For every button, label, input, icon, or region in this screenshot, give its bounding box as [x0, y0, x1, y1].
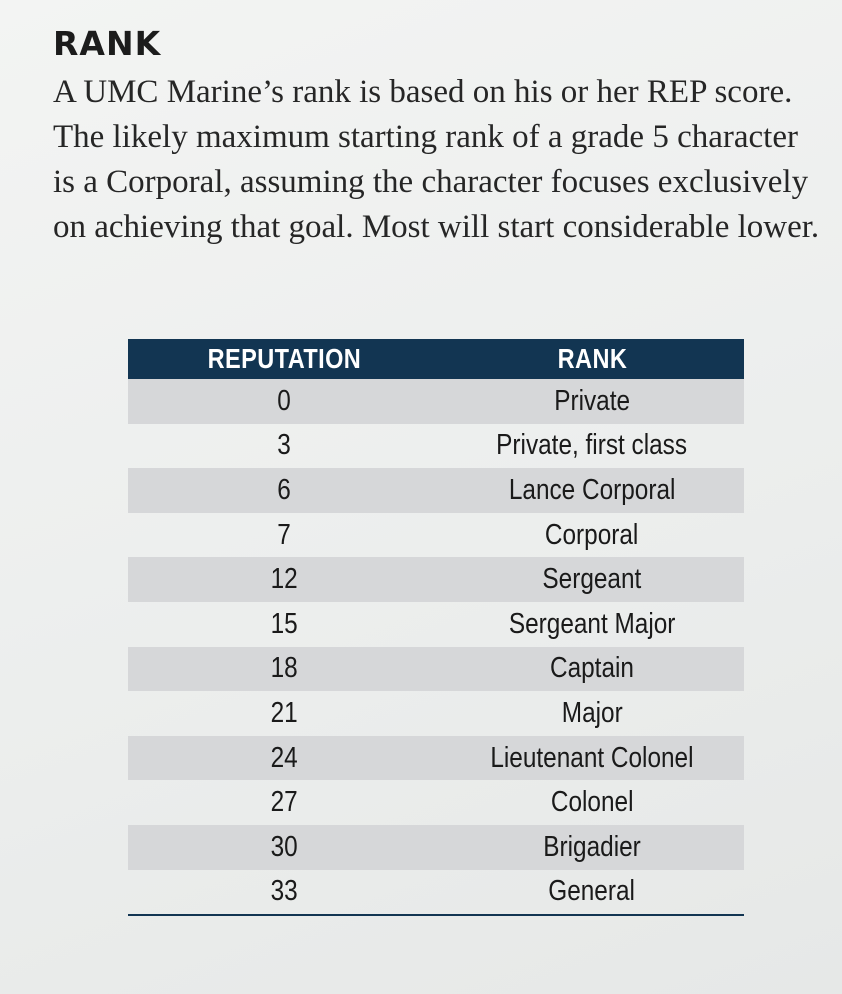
rank-cell: General — [548, 875, 636, 908]
table-row — [128, 870, 744, 916]
header-rank: RANK — [440, 339, 744, 379]
reputation-cell: 7 — [277, 518, 291, 551]
reputation-cell: 33 — [270, 875, 298, 908]
table-row — [128, 468, 744, 513]
section-description: A UMC Marine’s rank is based on his or her REP score. The likely maximum starting rank of a grade 5 character is a Corporal, assuming the character focuses exclusively on achieving that goal. Most will start considerable lower. — [53, 74, 820, 245]
reputation-cell: 12 — [128, 557, 440, 602]
rank-table — [128, 339, 744, 916]
section-title: RANK — [53, 24, 162, 63]
rank-cell: Sergeant — [440, 557, 744, 602]
table-header-row — [128, 339, 744, 379]
rank-cell: Corporal — [545, 518, 639, 551]
rank-cell: Private — [440, 379, 744, 424]
header-reputation: REPUTATION — [128, 339, 440, 379]
rank-cell: Lieutenant Colonel — [440, 736, 744, 781]
table-row — [128, 557, 744, 602]
table-row — [128, 736, 744, 781]
reputation-cell: 3 — [277, 429, 291, 462]
rank-cell: Major — [561, 696, 623, 729]
reputation-cell: 15 — [270, 607, 298, 640]
rank-table-header — [128, 339, 744, 379]
rank-cell: Sergeant Major — [508, 607, 676, 640]
table-row — [128, 513, 744, 558]
table-row — [128, 647, 744, 692]
rank-cell: Brigadier — [440, 825, 744, 870]
rank-cell: Colonel — [550, 786, 634, 819]
table-row — [128, 691, 744, 736]
table-row — [128, 602, 744, 647]
reputation-cell: 30 — [128, 825, 440, 870]
table-row — [128, 424, 744, 469]
table-row — [128, 825, 744, 870]
reputation-cell: 0 — [128, 379, 440, 424]
reputation-cell: 6 — [128, 468, 440, 513]
reputation-cell: 21 — [270, 696, 298, 729]
rank-table-body — [128, 379, 744, 915]
reputation-cell: 18 — [128, 647, 440, 692]
rank-cell: Captain — [440, 647, 744, 692]
table-row — [128, 379, 744, 424]
rank-cell: Private, first class — [496, 429, 688, 462]
reputation-cell: 24 — [128, 736, 440, 781]
reputation-cell: 27 — [270, 786, 298, 819]
table-row — [128, 780, 744, 825]
rank-cell: Lance Corporal — [440, 468, 744, 513]
